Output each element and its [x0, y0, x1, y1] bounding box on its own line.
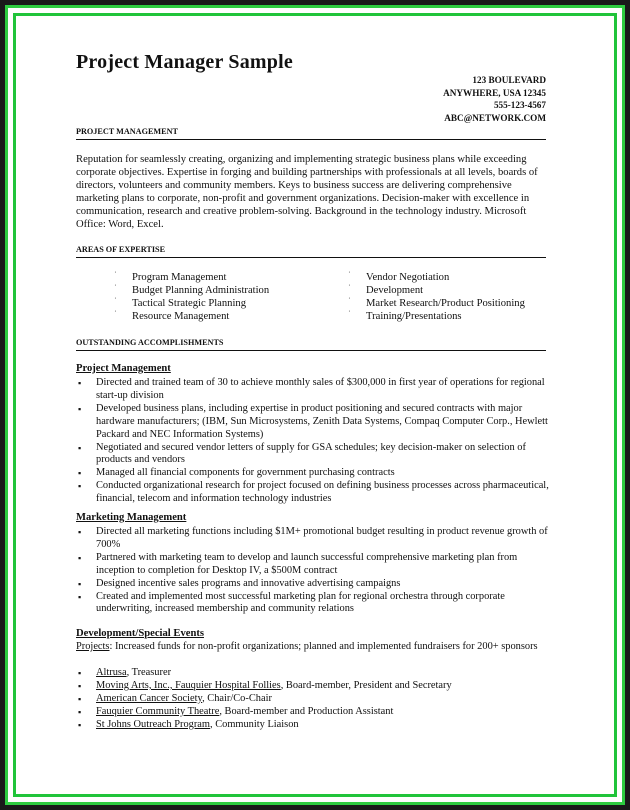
- list-item: ▪ Conducted organizational research for project focused on defining business processes across pharmaceutical, financial, telecom and information technology industries: [78, 480, 549, 505]
- expertise-item: ˙ Resource Management: [114, 309, 230, 322]
- list-item: ▪ Partnered with marketing team to develop and launch successful comprehensive marketing plan from inception to completion for Desktop IV, a $500M contract: [78, 551, 518, 576]
- org-name: Altrusa: [96, 667, 127, 678]
- list-item: ▪ Directed all marketing functions including $1M+ promotional budget resulting in product revenue growth of 700%: [78, 526, 548, 550]
- section-rule: [76, 350, 546, 351]
- summary-paragraph: Reputation for seamlessly creating, organizing and implementing strategic business plans while exceeding corporate objectives. Expertise in forging and building partnerships with professionals at all levels, boards of directors, volunteers and community members. Keys to business success are delivering comprehensive marketing plans to corporate, non-profit and government organizations. Decision-maker with excellence in communication, research and creative problem-solving. Background in the technology industry. Microsoft Office: Word, Excel.: [76, 154, 538, 230]
- section-label-accomplishments: OUTSTANDING ACCOMPLISHMENTS: [76, 338, 224, 347]
- org-name: Moving Arts, Inc., Fauquier Hospital Follies: [96, 679, 281, 691]
- org-name: American Cancer Society: [96, 692, 203, 704]
- contact-city: ANYWHERE, USA 12345: [443, 87, 546, 98]
- org-name: St Johns Outreach Program: [96, 718, 210, 730]
- section-label-expertise: AREAS OF EXPERTISE: [76, 245, 166, 254]
- expertise-item: ˙ Development: [348, 283, 424, 296]
- projects-label: Projects: [76, 641, 110, 652]
- development-list: [76, 667, 550, 732]
- list-item: ▪ Altrusa, Treasurer: [78, 667, 172, 678]
- section-rule: [76, 139, 546, 140]
- projects-text: : Increased funds for non-profit organizations; planned and implemented fundraisers for 200+ sponsors: [109, 641, 538, 652]
- section-label-project-management: PROJECT MANAGEMENT: [76, 127, 178, 136]
- list-item: ▪ Managed all financial components for government purchasing contracts: [78, 467, 395, 479]
- list-item: ▪ Fauquier Community Theatre, Board-member and Production Assistant: [78, 705, 394, 717]
- contact-email: ABC@NETWORK.COM: [444, 112, 546, 123]
- contact-block: [443, 74, 546, 124]
- subheading-project-management: Project Management: [76, 363, 171, 374]
- list-item: ▪ Designed incentive sales programs and innovative advertising campaigns: [78, 577, 401, 589]
- expertise-item: ˙ Tactical Strategic Planning: [114, 296, 246, 309]
- expertise-left-column: [114, 271, 269, 323]
- list-item: ▪ Created and implemented most successful marketing plan for regional orchestra through corporate underwriting, increased membership and community relations: [78, 590, 505, 615]
- expertise-right-column: [348, 271, 525, 323]
- section-rule: [76, 257, 546, 258]
- expertise-item: ˙ Budget Planning Administration: [114, 283, 270, 296]
- expertise-item: ˙ Program Management: [114, 270, 227, 283]
- project-management-list: [76, 377, 550, 506]
- marketing-management-list: [76, 526, 550, 616]
- subheading-development: Development/Special Events: [76, 628, 204, 639]
- subheading-marketing-management: Marketing Management: [76, 512, 187, 523]
- list-item: ▪ Negotiated and secured vendor letters of supply for GSA schedules; key decision-maker on selection of products and vendors: [78, 441, 526, 466]
- list-item: ▪ St Johns Outreach Program, Community Liaison: [78, 718, 299, 730]
- contact-phone: 555-123-4567: [493, 100, 546, 111]
- expertise-item: ˙ Vendor Negotiation: [348, 270, 450, 283]
- projects-paragraph: [76, 641, 550, 654]
- list-item: ▪ Developed business plans, including expertise in product positioning and secured contracts with major hardware manufacturers; (IBM, Sun Microsystems, Zenith Data Systems, Compaq Computer Corp., Hewlett Packard and NEC Information Systems): [78, 402, 548, 440]
- list-item: ▪ Moving Arts, Inc., Fauquier Hospital Follies, Board-member, President and Secretary: [78, 679, 452, 691]
- expertise-item: ˙ Market Research/Product Positioning: [348, 296, 525, 309]
- expertise-item: ˙ Training/Presentations: [348, 309, 462, 322]
- resume-title: Project Manager Sample: [76, 51, 293, 73]
- contact-address: 123 BOULEVARD: [472, 75, 546, 85]
- list-item: ▪ Directed and trained team of 30 to achieve monthly sales of $300,000 in first year of operations for regional start-up division: [78, 377, 545, 401]
- org-name: Fauquier Community Theatre: [96, 705, 220, 717]
- list-item: ▪ American Cancer Society, Chair/Co-Chair: [78, 692, 272, 704]
